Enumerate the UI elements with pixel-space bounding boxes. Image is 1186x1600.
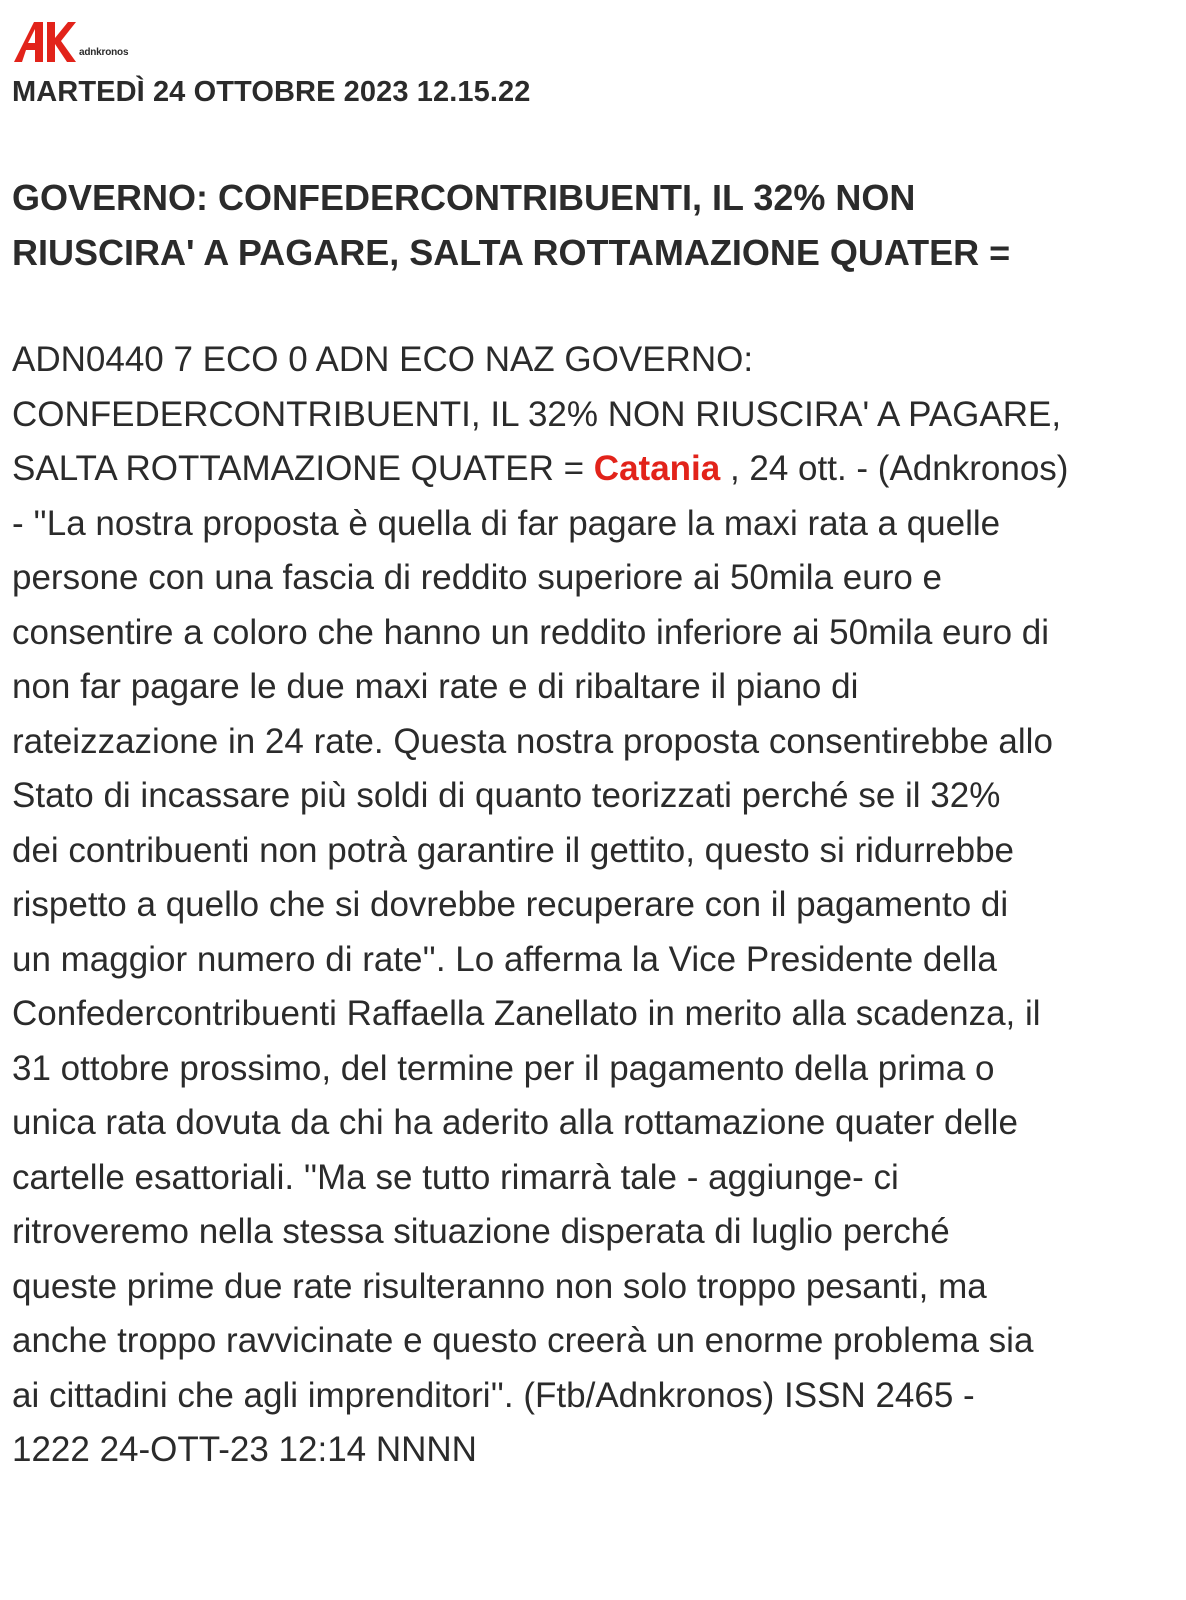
- article-line: anche troppo ravvicinate e questo creerà un enorme problema sia: [12, 1321, 1034, 1360]
- adnkronos-logo-icon: [14, 22, 76, 62]
- article-line: dei contribuenti non potrà garantire il gettito, questo si ridurrebbe: [12, 830, 1014, 870]
- city-name: Catania: [593, 449, 721, 488]
- article-line: CONFEDERCONTRIBUENTI, IL 32% NON RIUSCIRA' A PAGARE,: [12, 394, 1062, 434]
- article-line: Confedercontribuenti Raffaella Zanellato in merito alla scadenza, il: [12, 994, 1041, 1033]
- adnkronos-logo: [14, 18, 164, 62]
- article-body: [12, 333, 1162, 1478]
- headline-line: GOVERNO: CONFEDERCONTRIBUENTI, IL 32% NON: [12, 177, 916, 218]
- article-line: ai cittadini che agli imprenditori''. (Ftb/Adnkronos) ISSN 2465 -: [12, 1375, 975, 1415]
- article-line-with-city: [12, 442, 1162, 497]
- headline: [12, 170, 1162, 280]
- article-line: queste prime due rate risulteranno non solo troppo pesanti, ma: [12, 1266, 987, 1306]
- dateline: MARTEDÌ 24 OTTOBRE 2023 12.15.22: [12, 76, 531, 108]
- article-line: consentire a coloro che hanno un reddito inferiore ai 50mila euro di: [12, 612, 1050, 652]
- article-text: SALTA ROTTAMAZIONE QUATER =: [12, 449, 594, 488]
- article-line: non far pagare le due maxi rate e di ribaltare il piano di: [12, 667, 859, 706]
- article-line: 31 ottobre prossimo, del termine per il pagamento della prima o: [12, 1048, 995, 1088]
- article-line: rateizzazione in 24 rate. Questa nostra proposta consentirebbe allo: [12, 721, 1053, 761]
- article-line: cartelle esattoriali. ''Ma se tutto rimarrà tale - aggiunge- ci: [12, 1157, 899, 1197]
- article-line: rispetto a quello che si dovrebbe recuperare con il pagamento di: [12, 885, 1009, 924]
- article-line: 1222 24-OTT-23 12:14 NNNN: [12, 1430, 477, 1469]
- article-line: ritroveremo nella stessa situazione disperata di luglio perché: [12, 1212, 950, 1251]
- article-line: unica rata dovuta da chi ha aderito alla rottamazione quater delle: [12, 1103, 1018, 1142]
- headline-line: RIUSCIRA' A PAGARE, SALTA ROTTAMAZIONE QUATER =: [12, 232, 1011, 273]
- article-line: - ''La nostra proposta è quella di far pagare la maxi rata a quelle: [12, 503, 1001, 543]
- logo-wordmark: adnkronos: [79, 47, 129, 58]
- article-line: un maggior numero di rate''. Lo afferma la Vice Presidente della: [12, 939, 997, 979]
- article-line: ADN0440 7 ECO 0 ADN ECO NAZ GOVERNO:: [12, 340, 754, 379]
- article-line: persone con una fascia di reddito superiore ai 50mila euro e: [12, 558, 943, 597]
- article-line: Stato di incassare più soldi di quanto teorizzati perché se il 32%: [12, 776, 1001, 815]
- article-text: , 24 ott. - (Adnkronos): [720, 449, 1069, 488]
